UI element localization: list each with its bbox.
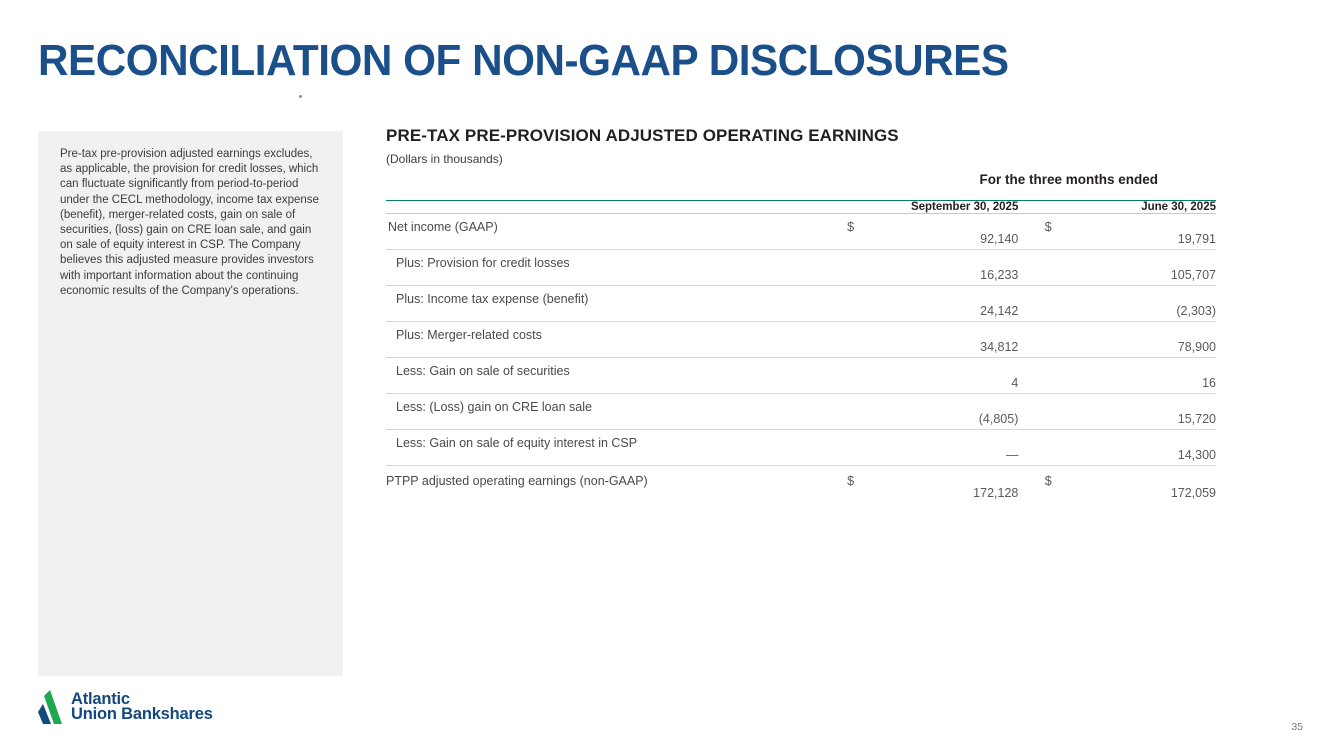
table-row <box>386 394 1216 430</box>
row-value-q3: — <box>876 430 1019 466</box>
page-title: RECONCILIATION OF NON-GAAP DISCLOSURES <box>38 36 1009 85</box>
table-title: PRE-TAX PRE-PROVISION ADJUSTED OPERATING EARNINGS <box>386 126 899 145</box>
currency-symbol: $ <box>1045 214 1074 250</box>
row-label: Plus: Provision for credit losses <box>386 250 847 286</box>
row-value-q3: 16,233 <box>876 250 1019 286</box>
total-row-label: PTPP adjusted operating earnings (non-GAAP) <box>386 474 648 488</box>
row-value-q3: 4 <box>876 358 1019 394</box>
total-row-gap <box>1018 466 1044 501</box>
title-decor-dot <box>299 95 302 98</box>
total-value-q2: 172,059 <box>1073 466 1216 501</box>
logo-line-2: Union Bankshares <box>71 705 213 723</box>
row-value-q2: 78,900 <box>1073 322 1216 358</box>
reconciliation-table <box>386 200 1216 500</box>
period-header: For the three months ended <box>979 172 1158 187</box>
table-column-headers <box>386 201 1216 214</box>
currency-symbol: $ <box>847 466 876 501</box>
table-row <box>386 250 1216 286</box>
currency-symbol-empty <box>1045 322 1074 358</box>
row-gap <box>1018 394 1044 430</box>
row-value-q2: (2,303) <box>1073 286 1216 322</box>
row-value-q3: 34,812 <box>876 322 1019 358</box>
row-value-q2: 19,791 <box>1073 214 1216 250</box>
currency-symbol-empty <box>1045 250 1074 286</box>
currency-symbol-empty <box>1045 286 1074 322</box>
row-label: Less: Gain on sale of equity interest in CSP <box>386 430 847 466</box>
currency-symbol-empty <box>847 430 876 466</box>
row-gap <box>1018 322 1044 358</box>
note-panel <box>38 131 343 676</box>
currency-symbol: $ <box>1045 466 1074 501</box>
row-label: Net income (GAAP) <box>386 214 847 250</box>
row-gap <box>1018 286 1044 322</box>
row-label: Plus: Merger-related costs <box>386 322 847 358</box>
row-value-q3: 24,142 <box>876 286 1019 322</box>
row-gap <box>1018 250 1044 286</box>
table-row <box>386 358 1216 394</box>
note-text: Pre-tax pre-provision adjusted earnings excludes, as applicable, the provision for credit losses, which can fluctuate significantly from period-to-period under the CECL methodology, income tax expense (benefit), merger-related costs, gain on sale of securities, (loss) gain on CRE loan sale, and gain on sale of equity interest in CSP. The Company believes this adjusted measure provides investors with important information about the continuing economic results of the Company's operations. <box>60 148 319 297</box>
row-value-q3: 92,140 <box>876 214 1019 250</box>
financial-table-area <box>386 126 1216 500</box>
row-gap <box>1018 430 1044 466</box>
page-number: 35 <box>1291 721 1303 733</box>
total-value-q3: 172,128 <box>876 466 1019 501</box>
row-value-q2: 14,300 <box>1073 430 1216 466</box>
column-header-q3: September 30, 2025 <box>847 201 1018 214</box>
currency-symbol-empty <box>1045 394 1074 430</box>
currency-symbol-empty <box>847 358 876 394</box>
currency-symbol-empty <box>847 250 876 286</box>
logo-line-1: Atlantic <box>71 690 130 708</box>
table-row <box>386 430 1216 466</box>
table-row <box>386 214 1216 250</box>
atlantic-union-mark-icon <box>38 690 64 724</box>
table-row <box>386 322 1216 358</box>
currency-symbol: $ <box>847 214 876 250</box>
currency-symbol-empty <box>847 394 876 430</box>
row-value-q2: 15,720 <box>1073 394 1216 430</box>
row-gap <box>1018 358 1044 394</box>
row-gap <box>1018 214 1044 250</box>
column-header-label <box>386 201 847 214</box>
row-value-q2: 105,707 <box>1073 250 1216 286</box>
table-subtitle: (Dollars in thousands) <box>386 152 503 166</box>
row-label: Plus: Income tax expense (benefit) <box>386 286 847 322</box>
row-label: Less: Gain on sale of securities <box>386 358 847 394</box>
row-label: Less: (Loss) gain on CRE loan sale <box>386 394 847 430</box>
row-value-q3: (4,805) <box>876 394 1019 430</box>
currency-symbol-empty <box>1045 358 1074 394</box>
logo-wordmark <box>71 692 213 722</box>
row-value-q2: 16 <box>1073 358 1216 394</box>
company-logo <box>38 690 213 724</box>
table-total-row <box>386 466 1216 501</box>
currency-symbol-empty <box>1045 430 1074 466</box>
table-row <box>386 286 1216 322</box>
currency-symbol-empty <box>847 286 876 322</box>
currency-symbol-empty <box>847 322 876 358</box>
column-header-q2: June 30, 2025 <box>1018 201 1216 214</box>
